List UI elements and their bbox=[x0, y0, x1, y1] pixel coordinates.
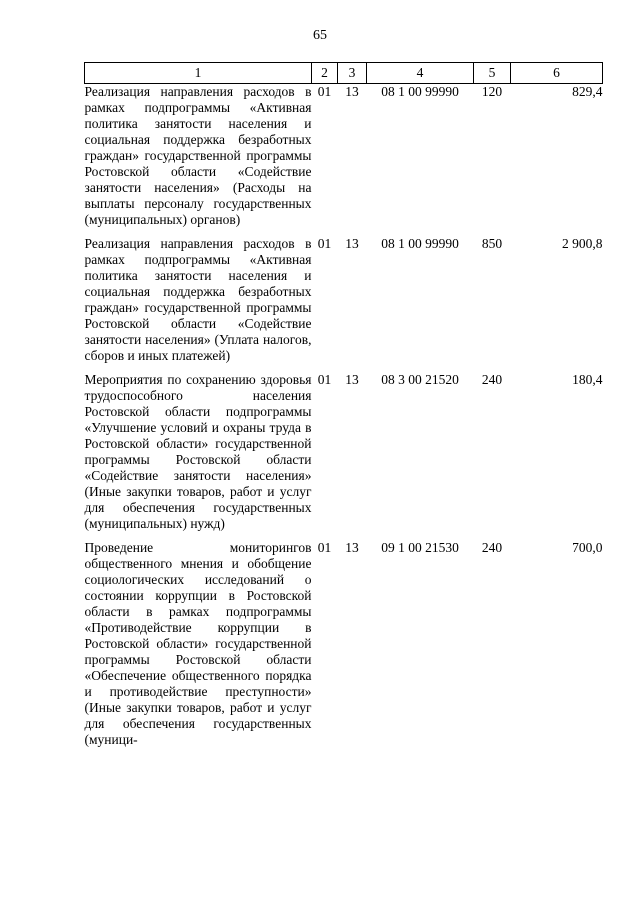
header-col-5: 5 bbox=[474, 63, 511, 84]
row-description: Проведение мониторингов общественного мнения и обобщение социологических исследований о состоянии коррупции в Ростовской области в рамках подпрограммы «Противодействие коррупции в Ростовской области» государственной программы Ростовской области «Обеспечение общественного порядка и противодействие преступности» (Иные закупки товаров, работ и услуг для обеспечения государственных (муници- bbox=[84, 540, 312, 747]
budget-table bbox=[84, 62, 603, 756]
header-col-4: 4 bbox=[367, 63, 474, 84]
row-subsection: 13 bbox=[345, 372, 359, 387]
header-col-6: 6 bbox=[511, 63, 603, 84]
table-row bbox=[85, 372, 603, 540]
table-row bbox=[85, 84, 603, 237]
page-number: 65 bbox=[313, 28, 327, 43]
table-row bbox=[85, 540, 603, 756]
header-col-1: 1 bbox=[85, 63, 312, 84]
row-section: 01 bbox=[317, 236, 332, 251]
row-amount: 829,4 bbox=[572, 84, 603, 99]
row-subsection: 13 bbox=[345, 84, 359, 99]
header-row bbox=[85, 63, 603, 84]
row-expense-type: 120 bbox=[481, 84, 503, 99]
row-amount: 180,4 bbox=[572, 372, 603, 387]
row-expense-type: 240 bbox=[481, 372, 503, 387]
header-col-2: 2 bbox=[312, 63, 338, 84]
row-expense-type: 850 bbox=[481, 236, 503, 251]
row-target-article: 08 3 00 21520 bbox=[381, 372, 459, 387]
row-section: 01 bbox=[317, 84, 332, 99]
row-target-article: 08 1 00 99990 bbox=[381, 84, 459, 99]
row-target-article: 08 1 00 99990 bbox=[381, 236, 459, 251]
table-row bbox=[85, 236, 603, 372]
row-section: 01 bbox=[317, 540, 332, 555]
row-description: Реализация направления расходов в рамках подпрограммы «Активная политика занятости населения и социальная поддержка безработных граждан» государственной программы Ростовской области «Содействие занятости населения» (Уплата налогов, сборов и иных платежей) bbox=[84, 236, 312, 363]
row-subsection: 13 bbox=[345, 540, 359, 555]
row-target-article: 09 1 00 21530 bbox=[381, 540, 459, 555]
row-subsection: 13 bbox=[345, 236, 359, 251]
row-amount: 2 900,8 bbox=[562, 236, 603, 251]
header-col-3: 3 bbox=[338, 63, 367, 84]
row-expense-type: 240 bbox=[481, 540, 503, 555]
row-description: Реализация направления расходов в рамках подпрограммы «Активная политика занятости населения и социальная поддержка безработных граждан» государственной программы Ростовской области «Содействие занятости населения» (Расходы на выплаты персоналу государственных (муниципальных) органов) bbox=[84, 84, 312, 227]
row-section: 01 bbox=[317, 372, 332, 387]
row-description: Мероприятия по сохранению здоровья трудоспособного населения Ростовской области подпрограммы «Улучшение условий и охраны труда в Ростовской области» государственной программы Ростовской области «Содействие занятости населения» (Иные закупки товаров, работ и услуг для обеспечения государственных (муниципальных) нужд) bbox=[84, 372, 312, 531]
row-amount: 700,0 bbox=[572, 540, 603, 555]
